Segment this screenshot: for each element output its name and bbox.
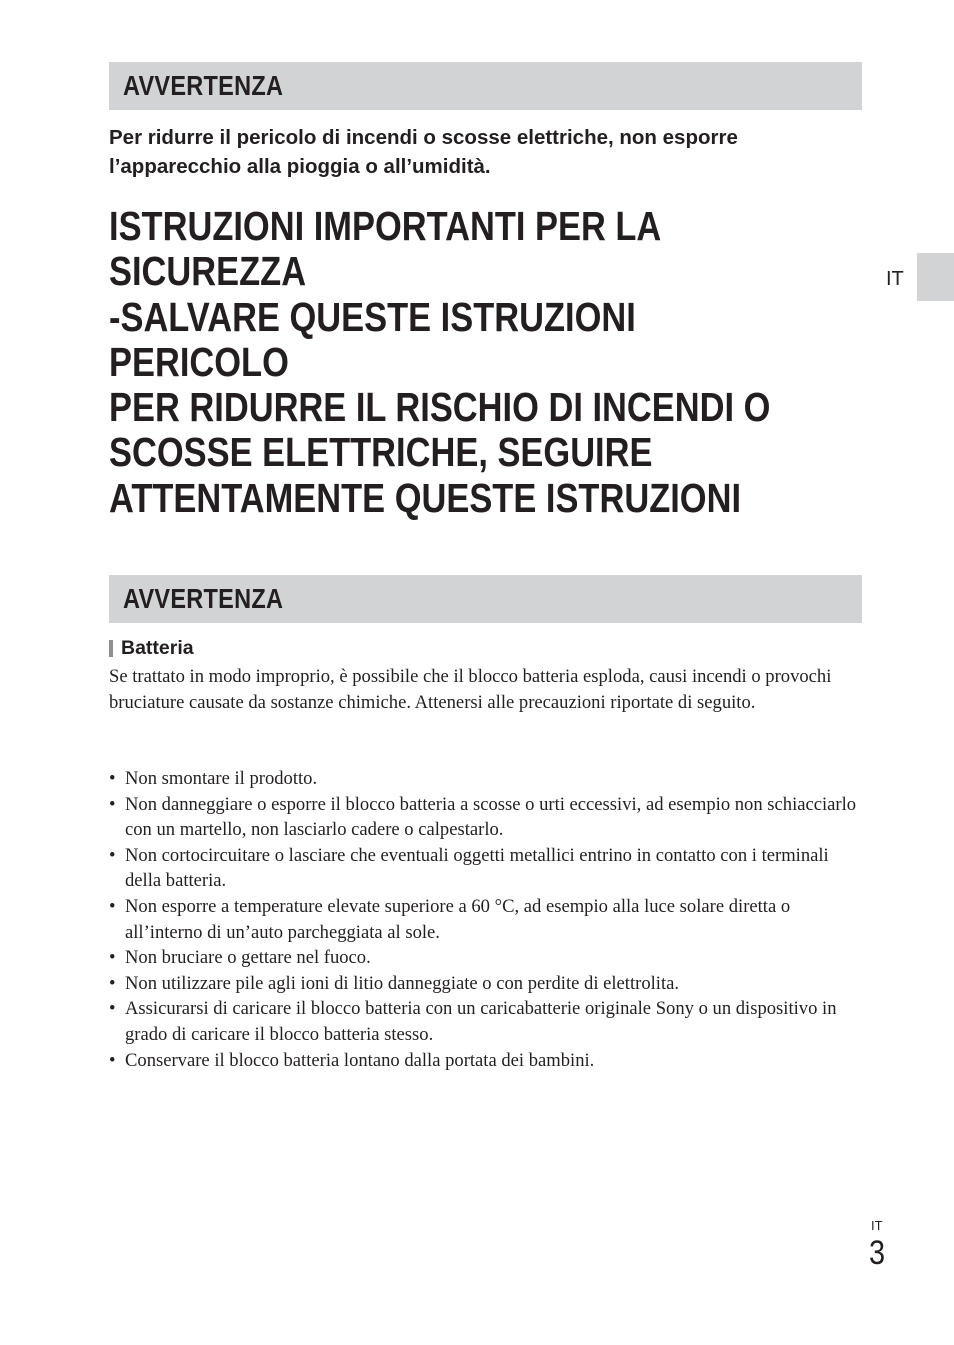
subheading-label: Batteria — [121, 637, 194, 659]
battery-subheading — [109, 636, 194, 660]
subheading-marker — [109, 640, 113, 657]
safety-title-line: SICUREZZA — [109, 248, 307, 295]
safety-title-line: PERICOLO — [109, 338, 289, 385]
safety-title-line: ATTENTAMENTE QUESTE ISTRUZIONI — [109, 474, 742, 521]
safety-title — [109, 204, 798, 521]
page-number: 3 — [869, 1234, 886, 1272]
list-item: • Non danneggiare o esporre il blocco batteria a scosse o urti eccessivi, ad esempio non schiacciarlo con un martello, non lasciarlo cadere o calpestarlo. — [109, 792, 869, 843]
list-item: • Non utilizzare pile agli ioni di litio danneggiate o con perdite di elettrolita. — [109, 971, 869, 997]
warning-line: Per ridurre il pericolo di incendi o scosse elettriche, non esporre — [109, 126, 738, 149]
safety-title-line: PER RIDURRE IL RISCHIO DI INCENDI O — [109, 384, 771, 431]
list-item: • Non cortocircuitare o lasciare che eventuali oggetti metallici entrino in contatto con i terminali della batteria. — [109, 843, 869, 894]
section-heading: AVVERTENZA — [123, 583, 284, 614]
battery-intro-paragraph: Se trattato in modo improprio, è possibile che il blocco batteria esploda, causi incendi o provochi bruciature causate da sostanze chimiche. Attenersi alle precauzioni riportate di seguito. — [109, 666, 832, 713]
list-item: • Non esporre a temperature elevate superiore a 60 °C, ad esempio alla luce solare diretta o all’interno di un’auto parcheggiata al sole. — [109, 894, 869, 945]
warning-line: l’apparecchio alla pioggia o all’umidità. — [109, 155, 491, 178]
list-item: • Non smontare il prodotto. — [109, 766, 869, 792]
footer-language-label: IT — [871, 1218, 883, 1233]
safety-title-line: ISTRUZIONI IMPORTANTI PER LA — [109, 203, 662, 249]
battery-precautions-list — [109, 766, 869, 1073]
section-heading-bar — [109, 575, 862, 623]
language-side-tab — [917, 253, 954, 301]
warning-statement — [109, 123, 869, 181]
section-heading: AVVERTENZA — [123, 70, 284, 101]
language-side-label: IT — [886, 268, 904, 290]
section-heading-bar — [109, 62, 862, 110]
list-item: • Assicurarsi di caricare il blocco batteria con un caricabatterie originale Sony o un dispositivo in grado di caricare il blocco batteria stesso. — [109, 996, 869, 1047]
safety-title-line: SCOSSE ELETTRICHE, SEGUIRE — [109, 429, 653, 476]
list-item: • Conservare il blocco batteria lontano dalla portata dei bambini. — [109, 1048, 869, 1074]
safety-title-line: -SALVARE QUESTE ISTRUZIONI — [109, 293, 636, 340]
list-item: • Non bruciare o gettare nel fuoco. — [109, 945, 869, 971]
